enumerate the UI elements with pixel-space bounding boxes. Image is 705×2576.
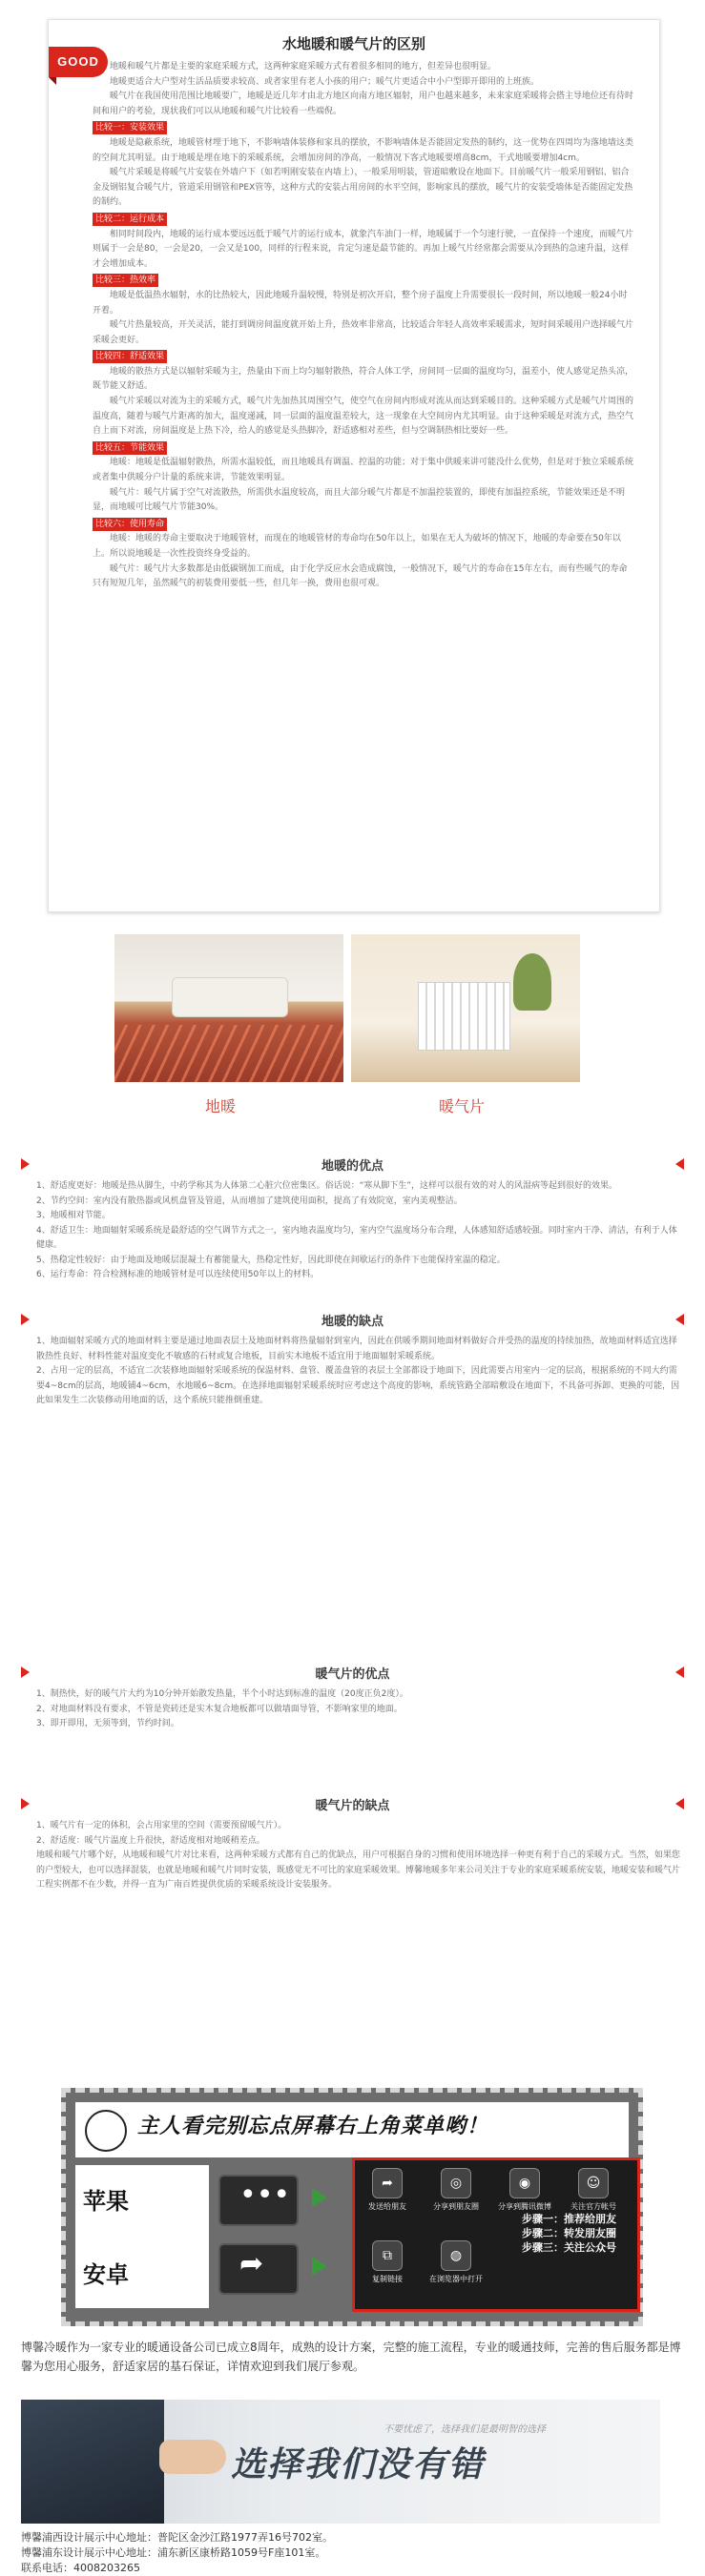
radiator-shape (418, 982, 510, 1051)
share-headline: 主人看完别忘点屏幕右上角菜单哟！ (137, 2115, 489, 2138)
handshake-image (159, 2440, 226, 2474)
share-headline-box (75, 2102, 629, 2157)
section-item: 1、舒适度更好：地暖是热从脚生，中药学称其为人体第二心脏穴位密集区。俗话说：“寒从脚下生”，这样可以很有效的对人的风湿病等起到很好的效果。 (36, 1181, 618, 1191)
section-body (36, 1335, 680, 1409)
floor-heating-photo (114, 934, 343, 1082)
article-paragraph: 地暖是低温热水辐射，水的比热较大，因此地暖升温较慢，特别是初次开启，整个房子温度上升需要很长一段时间，所以地暖一般24小时开着。 (93, 290, 628, 316)
article-body (93, 60, 634, 592)
menu-weibo: ◉ 分享到腾讯微博 (496, 2164, 553, 2218)
article-paragraph: 相同时间段内，地暖的运行成本要远远低于暖气片的运行成本，就象汽车油门一样，地暖属于一个匀速行驶，一直保持一个速度，而暖气片则属于一会是80，一会是20，一会又是100，同样的行程来说，肯定匀速是最节能的。再加上暖气片经常都会需要从冷到热的急速升温，这样才会增加成本。 (93, 229, 634, 269)
comparison-tag: 比较五：节能效果 (93, 441, 167, 455)
moments-icon: ◎ (441, 2168, 471, 2198)
section-body (36, 1687, 680, 1732)
comparison-tag: 比较四：舒适效果 (93, 350, 167, 363)
article-paragraph: 地暖：地暖的寿命主要取决于地暖管材，而现在的地暖管材的寿命均在50年以上，如果在无人为破坏的情况下，地暖的寿命要在50年以上。所以说地暖是一次性投资终身受益的。 (93, 534, 621, 559)
article-paragraph: 暖气片在我国使用范围比地暖要广，地暖是近几年才由北方地区向南方地区辐射，用户也越来越多，未来家庭采暖将会搭主导地位还有待时间和用户的考验，现状我们可以从地暖和暖气片比较看一些端倪。 (93, 92, 634, 116)
motto-small: 不要忧虑了，选择我们是最明智的选择 (384, 2424, 546, 2435)
article-paragraph: 暖气片采暖以对流为主的采暖方式，暖气片先加热其周围空气，使空气在房间内形成对流从而达到采暖目的。这种采暖方式是暖气片周围的温度高，随着与暖气片距离的加大，温度递减，同一层面的温度温差较大，这一现象在大空间房内尤其明显。由于这种采暖是对流方式，热空气自上而下对流，房间温度是上热下冷，给人的感觉是头热脚冷，舒适感相对差些，但与空调制热相比要好一些。 (93, 397, 634, 437)
section-item: 5、热稳定性较好：由于地面及地暖层混凝土有蓄能量大，热稳定性好，因此即使在间歇运行的条件下也能保持室温的稳定。 (36, 1255, 506, 1265)
comparison-tag: 比较三：热效率 (93, 274, 158, 287)
article-paragraph: 地暖是隐蔽系统，地暖管材埋于地下，不影响墙体装修和家具的摆放，不影响墙体是否能固定发热的制约，这一优势在四周均为落地墙这类的空间尤其明显。由于地暖是埋在地下的采暖系统，会增加房间的净高，一般情况下客式地暖要增高8cm，干式地暖要增加4cm。 (93, 137, 634, 163)
floor-heating-caption: 地暖 (205, 1097, 237, 1115)
triangle-left-icon (675, 1314, 687, 1325)
triangle-right-icon (21, 1798, 32, 1809)
share-menu (352, 2157, 640, 2312)
section-title: 暖气片的优点 (315, 1667, 390, 1682)
platform-labels (75, 2165, 209, 2308)
share-banner (61, 2088, 643, 2326)
plant-shape (513, 953, 551, 1011)
address-puxi: 博馨浦西设计展示中心地址：普陀区金沙江路1977弄16号702室。 (21, 2531, 333, 2544)
section-title: 暖气片的缺点 (315, 1799, 390, 1813)
article-paragraph: 暖气片热量较高，开关灵活，能打到调房间温度就开始上升，热效率非常高，比较适合年轻人高效率采暖需求，短时间采暖用户选择暖气片采暖会更好。 (93, 320, 634, 345)
weibo-icon: ◉ (509, 2168, 540, 2198)
section-item: 1、地面辐射采暖方式的地面材料主要是通过地面表层土及地面材料将热量辐射到室内，因此在供暖季期间地面材料做好合并受热的温度的持续加热，故地面材料适宜选择散热性良好、材料性能对温度变化不敏感的石材或复合地板，目前实木地板不适宜用于地面辐射采暖系统。 (36, 1337, 677, 1361)
section-item: 3、即开即用，无须等到，节约时间。 (36, 1719, 179, 1728)
section-item: 4、舒适卫生：地面辐射采暖系统是最舒适的空气调节方式之一，室内地表温度均匀，室内空气温度场分布合理，人体感知舒适感较强。同时室内干净、清洁，有利于人体健康。 (36, 1225, 677, 1250)
arrow-right-icon (312, 2257, 327, 2276)
follow-icon: ☺ (578, 2168, 609, 2198)
motto-main: 选择我们没有错 (231, 2445, 486, 2484)
article-paragraph: 暖气片：暖气片大多数都是由低碳钢加工而成，由于化学反应水会造成腐蚀，一般情况下，暖气片的寿命在15年左右，而有些暖气的寿命只有短短几年，虽然暖气的初装费用要低一些，但几年一换，费用也很可观。 (93, 563, 628, 589)
article-card (48, 19, 660, 912)
sofa-shape (172, 977, 288, 1017)
link-icon: ⧉ (372, 2240, 403, 2271)
article-title: 水地暖和暖气片的区别 (281, 35, 425, 52)
menu-moments: ◎ 分享到朋友圈 (427, 2164, 485, 2218)
comparison-tag: 比较二：运行成本 (93, 213, 167, 226)
menu-copy-link: ⧉ 复制链接 (359, 2237, 416, 2290)
section-item: 2、节约空间：室内没有散热器或风机盘管及管道，从而增加了建筑使用面积，提高了有效院宽，室内美观整洁。 (36, 1196, 463, 1206)
apple-menu-button (218, 2175, 299, 2226)
mascot-icon (85, 2110, 127, 2152)
ellipsis-icon: ••• (239, 2178, 291, 2212)
heating-pipes-shape (114, 1025, 343, 1082)
article-paragraph: 地暖：地暖是低温辐射散热，所需水温较低，而且地暖具有调温、控温的功能；对于集中供暖来讲可能没什么优势，但是对于独立采暖系统或者集中供暖分户计量的系统来讲，节能效果明显。 (93, 458, 634, 483)
section-body (36, 1179, 680, 1283)
section-item: 2、占用一定的层高，不适宜二次装修地面辐射采暖系统的保温材料、盘管、覆盖盘管的表层土全部都设于地面下，因此需要占用室内一定的层高，根据系统的不同大约需要4~8cm的层高，地暖铺4~6cm，水地暖6~8cm。在选择地面辐射采暖系统时应考虑这个高度的影响，系统管路全部暗敷设在地面下，不具备可拆卸、更换的可能，因此如果发生二次装修动用地面的话，这个系统只能推倒重建。 (36, 1366, 680, 1405)
menu-send-friend: ➦ 发送给朋友 (359, 2164, 416, 2218)
share-steps: 步骤一：推荐给朋友 步骤二：转发朋友圈 步骤三：关注公众号 (522, 2213, 616, 2254)
triangle-right-icon (21, 1158, 32, 1170)
send-icon: ➦ (372, 2168, 403, 2198)
article-paragraph: 地暖和暖气片都是主要的家庭采暖方式，这两种家庭采暖方式有着很多相同的地方，但差异也很明显。 (110, 62, 497, 72)
good-badge: GOOD (49, 47, 108, 77)
company-intro: 博馨冷暖作为一家专业的暖通设备公司已成立8周年，成熟的设计方案，完整的施工流程，专业的暖通技师，完善的售后服务都是博馨为您用心服务，舒适家居的基石保证，详情欢迎到我们展厅参观。 (21, 2341, 681, 2373)
article-paragraph: 地暖的散热方式是以辐射采暖为主，热量由下而上均匀辐射散热，符合人体工学，房间同一层面的温度均匀，温差小，使人感觉足热头凉，既节能又舒适。 (93, 366, 634, 392)
section-item: 3、地暖相对节能。 (36, 1211, 111, 1220)
comparison-tag: 比较一：安装效果 (93, 121, 167, 134)
businessman-image (21, 2400, 164, 2524)
article-paragraph: 暖气片采暖是将暖气片安装在外墙户下（如若明刚安装在内墙上），一般采用明装，管道暗敷设在地面下。目前暖气片一般采用钢铝、铝合金及钢铝复合暖气片，管道采用钢管和PEX管等，这种方式的安装占用房间的水平空间，影响家具的摆放，暖气片的安装受墙体是否能固定发热的制约。 (93, 168, 633, 208)
section-item: 1、暖气片有一定的体积，会占用家里的空间（需要预留暖气片）。 (36, 1821, 287, 1830)
triangle-left-icon (675, 1158, 687, 1170)
section-title: 地暖的缺点 (321, 1315, 384, 1329)
section-title: 地暖的优点 (321, 1159, 384, 1174)
article-paragraph: 暖气片：暖气片属于空气对流散热，所需供水温度较高，而且大部分暖气片都是不加温控装置的，即使有加温控系统，节能效果还是不明显，而地暖可比暖气片节能30%。 (93, 487, 626, 513)
android-menu-button (218, 2243, 299, 2295)
menu-open-browser: ◍ 在浏览器中打开 (427, 2237, 485, 2290)
radiator-photo (351, 934, 580, 1082)
section-item: 2、对地面材料没有要求，不管是瓷砖还是实木复合地板都可以做墙面导管，不影响家里的地面。 (36, 1704, 403, 1714)
comparison-tag: 比较六：使用寿命 (93, 518, 167, 531)
address-pudong: 博馨浦东设计展示中心地址：浦东新区康桥路1059号F座101室。 (21, 2546, 326, 2559)
arrow-right-icon (312, 2188, 327, 2207)
android-label: 安卓 (83, 2261, 129, 2288)
triangle-right-icon (21, 1314, 32, 1325)
triangle-right-icon (21, 1666, 32, 1678)
radiator-caption: 暖气片 (439, 1097, 486, 1115)
apple-label: 苹果 (83, 2188, 129, 2215)
section-item: 地暖和暖气片哪个好，从地暖和暖气片对比来看，这两种采暖方式都有自己的优缺点，用户可根据自身的习惯和使用环境选择一种更有利于自己的采暖方式。当然，如果您的户型较大，也可以选择混装，也就是地暖和暖气片同时安装，既感觉无不可比的家庭采暖效果。博馨地暖多年来公司关注于专业的家庭采暖系统安装，地暖安装和暖气片工程实例都不在少数，并得一直为广南百姓提供优质的采暖系统设计安装服务。 (36, 1850, 681, 1890)
contact-phone: 联系电话：4008203265 (21, 2562, 140, 2574)
motto-banner (21, 2400, 660, 2524)
section-body (36, 1819, 680, 1893)
triangle-left-icon (675, 1798, 687, 1809)
section-item: 1、制热快，好的暖气片大约为10分钟开始散发热量，半个小时达到标准的温度（20度正负2度）。 (36, 1689, 408, 1699)
section-item: 2、舒适度：暖气片温度上升很快，舒适度相对地暖稍差点。 (36, 1835, 265, 1846)
share-icon: ➦ (239, 2247, 264, 2280)
article-paragraph: 地暖更适合大户型对生活品质要求较高、或者家里有老人小孩的用户；暖气片更适合中小户型即开即用的上班族。 (110, 76, 540, 87)
menu-follow: ☺ 关注官方帐号 (565, 2164, 622, 2218)
triangle-left-icon (675, 1666, 687, 1678)
section-item: 6、运行寿命：符合检测标准的地暖管材是可以连续使用50年以上的材料。 (36, 1270, 320, 1279)
globe-icon: ◍ (441, 2240, 471, 2271)
